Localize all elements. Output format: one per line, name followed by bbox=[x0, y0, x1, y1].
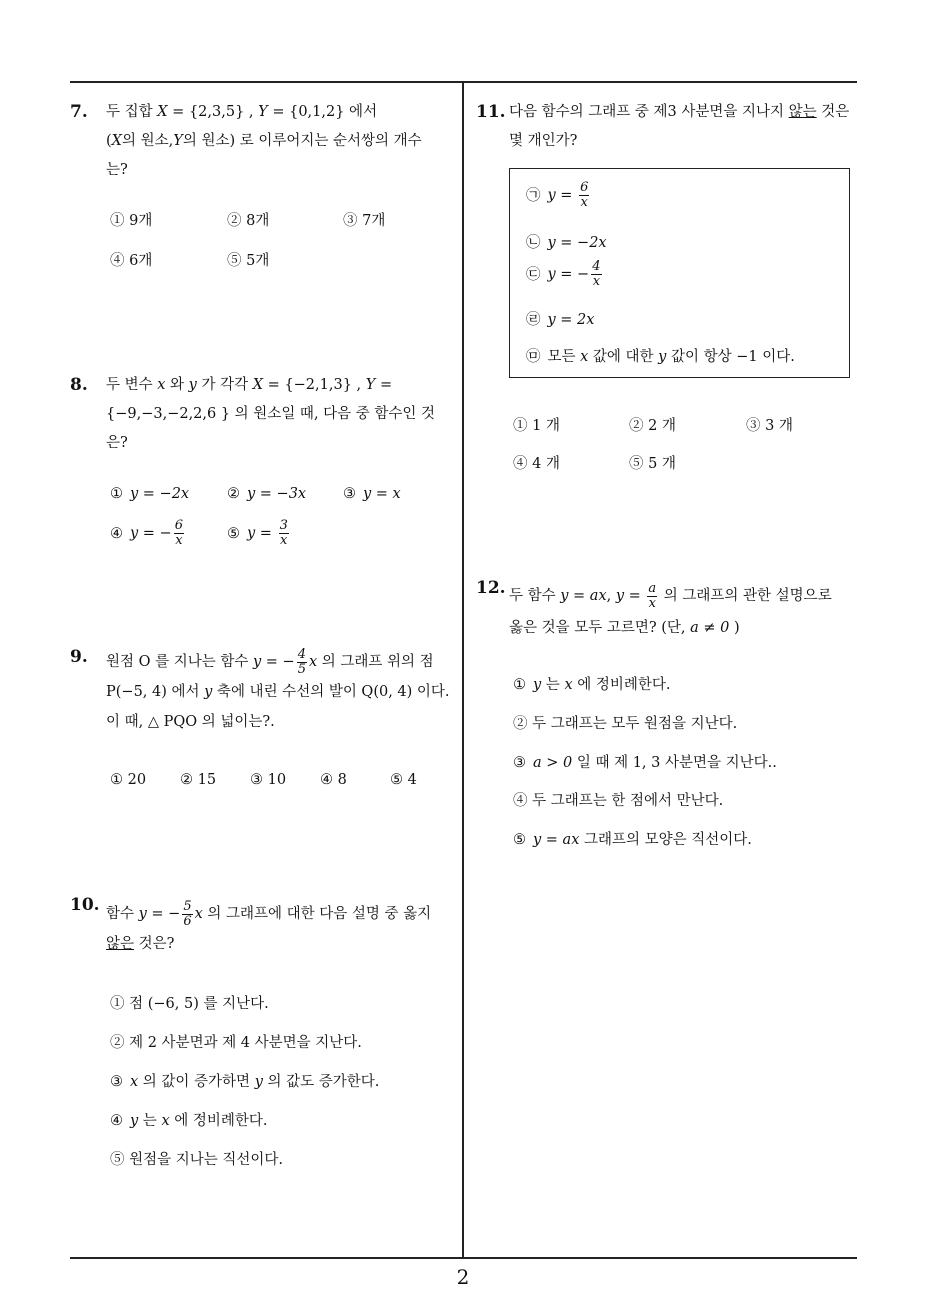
option-3[interactable]: ③ 10 bbox=[250, 772, 287, 788]
column-divider bbox=[462, 82, 464, 1258]
option-4[interactable]: ④ 두 그래프는 한 점에서 만난다. bbox=[513, 793, 724, 809]
question-text: 두 변수 x 와 y 가 각각 X = {−2,1,3} , Y = {−9,−3,−2,2,6 } 의 원소일 때, 다음 중 함수인 것 은? bbox=[106, 377, 436, 451]
question-text: 다음 함수의 그래프 중 제3 사분면을 지나지 않는 것은 몇 개인가? bbox=[509, 104, 850, 149]
option-3[interactable]: ③ y = x bbox=[343, 486, 401, 502]
q11-option-4[interactable]: ④ 4 개 bbox=[513, 456, 560, 472]
option-2[interactable]: ② 8개 bbox=[227, 213, 270, 229]
option-5[interactable]: ⑤ 4 bbox=[390, 772, 417, 788]
condition-item-2: ㉡ y = −2x bbox=[526, 235, 607, 251]
option-4[interactable]: ④ 8 bbox=[320, 772, 347, 788]
fraction: $\frac{4}{x}$ bbox=[592, 259, 601, 289]
question-text: 두 함수 y = ax, y = $\frac{a}{x}$ 의 그래프의 관한 설명으로 옳은 것을 모두 고르면? (단, a ≠ 0 ) bbox=[509, 580, 832, 636]
question-12 bbox=[476, 578, 860, 858]
q11-option-3[interactable]: ③ 3 개 bbox=[746, 418, 793, 434]
option-1[interactable]: ① 9개 bbox=[110, 213, 153, 229]
option-5[interactable]: ⑤ 5개 bbox=[227, 253, 270, 269]
fraction: $\frac{3}{x}$ bbox=[279, 518, 288, 548]
q11-option-2[interactable]: ② 2 개 bbox=[629, 418, 676, 434]
question-number: 12. bbox=[476, 578, 506, 598]
condition-item-1: ㉠ y = $\frac{6}{x}$ bbox=[526, 180, 589, 210]
condition-item-5: ㉤ 모든 x 값에 대한 y 값이 항상 −1 이다. bbox=[526, 349, 795, 365]
page-number: 2 bbox=[456, 1265, 470, 1289]
question-number: 8. bbox=[70, 375, 88, 395]
option-1[interactable]: ① y 는 x 에 정비례한다. bbox=[513, 677, 671, 693]
q11-option-1[interactable]: ① 1 개 bbox=[513, 418, 560, 434]
fraction: $\frac{5}{6}$ bbox=[183, 898, 192, 929]
question-8 bbox=[70, 375, 455, 565]
condition-item-4: ㉣ y = 2x bbox=[526, 312, 595, 328]
option-2[interactable]: ② y = −3x bbox=[227, 486, 307, 502]
option-5[interactable]: ⑤ 원점을 지나는 직선이다. bbox=[110, 1152, 284, 1168]
option-3[interactable]: ③ x 의 값이 증가하면 y 의 값도 증가한다. bbox=[110, 1074, 380, 1090]
question-number: 7. bbox=[70, 102, 88, 122]
question-number: 11. bbox=[476, 102, 506, 122]
option-5[interactable]: ⑤ y = ax 그래프의 모양은 직선이다. bbox=[513, 832, 752, 848]
option-3[interactable]: ③ 7개 bbox=[343, 213, 386, 229]
fraction: $\frac{a}{x}$ bbox=[648, 580, 657, 611]
fraction: $\frac{6}{x}$ bbox=[174, 518, 183, 548]
option-3[interactable]: ③ a > 0 일 때 제 1, 3 사분면을 지난다.. bbox=[513, 755, 777, 771]
question-text: 두 집합 X = {2,3,5} , Y = {0,1,2} 에서 (X의 원소,Y의 원소) 로 이루어지는 순서쌍의 개수 는? bbox=[106, 104, 422, 178]
question-7 bbox=[70, 102, 455, 282]
question-text: 원점 O 를 지나는 함수 y = − $\frac{4}{5}$ x 의 그래프 위의 점 P(−5, 4) 에서 y 축에 내린 수선의 발이 Q(0, 4) 이다. 이 때, △ PQO 의 넓이는?. bbox=[106, 646, 450, 730]
question-number: 10. bbox=[70, 895, 100, 915]
bottom-rule bbox=[70, 1257, 857, 1259]
question-9 bbox=[70, 647, 455, 797]
option-2[interactable]: ② 두 그래프는 모두 원점을 지난다. bbox=[513, 716, 738, 732]
option-5[interactable]: ⑤ y = $\frac{3}{x}$ bbox=[227, 518, 288, 548]
q11-option-5[interactable]: ⑤ 5 개 bbox=[629, 456, 676, 472]
question-number: 9. bbox=[70, 647, 88, 667]
condition-item-3: ㉢ y = − $\frac{4}{x}$ bbox=[526, 259, 601, 289]
option-1[interactable]: ① 점 (−6, 5) 를 지난다. bbox=[110, 996, 269, 1012]
option-4[interactable]: ④ y 는 x 에 정비례한다. bbox=[110, 1113, 268, 1129]
option-4[interactable]: ④ 6개 bbox=[110, 253, 153, 269]
option-1[interactable]: ① 20 bbox=[110, 772, 147, 788]
question-11-conditions-box bbox=[509, 168, 850, 378]
option-2[interactable]: ② 제 2 사분면과 제 4 사분면을 지난다. bbox=[110, 1035, 362, 1051]
fraction: $\frac{4}{5}$ bbox=[297, 646, 306, 677]
option-1[interactable]: ① y = −2x bbox=[110, 486, 190, 502]
option-2[interactable]: ② 15 bbox=[180, 772, 217, 788]
option-4[interactable]: ④ y = − $\frac{6}{x}$ bbox=[110, 518, 183, 548]
question-text: 함수 y = − $\frac{5}{6}$ x 의 그래프에 대한 다음 설명 중 옳지 않은 것은? bbox=[106, 898, 432, 952]
question-10 bbox=[70, 895, 455, 1185]
fraction: $\frac{6}{x}$ bbox=[580, 180, 589, 210]
